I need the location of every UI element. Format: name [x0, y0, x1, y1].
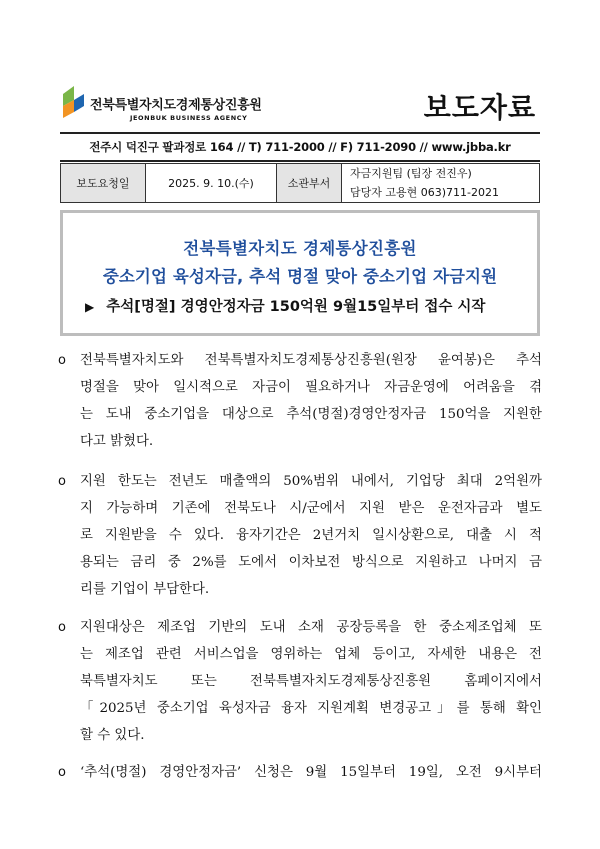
paragraph-line: 로 지원받을 수 있다. 융자기간은 2년거치 일시상환으로, 대출 시 적	[80, 528, 542, 543]
circle-bullet-icon: o	[58, 353, 66, 368]
paragraph-line: 「2025년 중소기업 육성자금 융자 지원계획 변경공고」를 통해 확인	[80, 701, 542, 716]
department-team: 자금지원팀 (팀장 전진우)	[350, 167, 472, 180]
headline-sub	[85, 295, 485, 316]
paragraph-line: 지 가능하며 기존에 전북도나 시/군에서 지원 받은 운전자금과 별도	[80, 501, 542, 516]
triangle-bullet-icon: ▶	[85, 300, 95, 314]
org-subtitle: JEONBUK BUSINESS AGENCY	[130, 114, 248, 122]
paragraph-1	[58, 347, 542, 455]
circle-bullet-icon: o	[58, 474, 66, 489]
paragraph-line: 다고 밝혔다.	[80, 434, 154, 449]
paragraph-2	[58, 468, 542, 603]
headline-sub-text: 추석[명절] 경영안정자금 150억원 9월15일부터 접수 시작	[106, 299, 486, 315]
org-name: 전북특별자치도경제통상진흥원	[90, 98, 262, 113]
paragraph-line: 용되는 금리 중 2%를 도에서 이차보전 방식으로 지원하고 나머지 금	[80, 555, 542, 570]
paragraph-4	[58, 759, 542, 786]
paragraph-line: 명절을 맞아 일시적으로 자금이 필요하거나 자금운영에 어려움을 겪	[80, 380, 542, 395]
circle-bullet-icon: o	[58, 765, 66, 780]
paragraph-line: ‘추석(명절) 경영안정자금’ 신청은 9월 15일부터 19일, 오전 9시부터	[80, 765, 542, 780]
paragraph-line: 지원대상은 제조업 기반의 도내 소재 공장등록을 한 중소제조업체 또	[80, 620, 542, 635]
request-date-label: 보도요청일	[61, 164, 146, 203]
headline-main: 중소기업 육성자금, 추석 명절 맞아 중소기업 자금지원	[102, 267, 498, 286]
paragraph-line: 북특별자치도 또는 전북특별자치도경제통상진흥원 홈페이지에서	[80, 674, 542, 689]
department-value	[342, 164, 540, 203]
paragraph-line: 할 수 있다.	[80, 728, 145, 743]
paragraph-line: 전북특별자치도와 전북특별자치도경제통상진흥원(원장 윤여봉)은 추석	[80, 353, 542, 368]
circle-bullet-icon: o	[58, 620, 66, 635]
headline-org: 전북특별자치도 경제통상진흥원	[183, 239, 417, 258]
document-header	[60, 78, 540, 128]
contact-address-bar: 전주시 덕진구 팔과정로 164 // T) 711-2000 // F) 711-2090 // www.jbba.kr	[60, 132, 540, 162]
request-date-value: 2025. 9. 10.(수)	[146, 164, 277, 203]
department-contact: 담당자 고용현 063)711-2021	[350, 186, 499, 199]
release-info-table	[60, 163, 540, 203]
department-label: 소관부서	[277, 164, 342, 203]
agency-logo-icon	[60, 80, 86, 126]
headline-box	[60, 210, 540, 336]
paragraph-3	[58, 614, 542, 749]
paragraph-line: 는 도내 중소기업을 대상으로 추석(명절)경영안정자금 150억을 지원한	[80, 407, 542, 422]
paragraph-line: 는 제조업 관련 서비스업을 영위하는 업체 등이고, 자세한 내용은 전	[80, 647, 542, 662]
paragraph-line: 리를 기업이 부담한다.	[80, 582, 210, 597]
press-release-title: 보도자료	[423, 91, 536, 124]
paragraph-line: 지원 한도는 전년도 매출액의 50%범위 내에서, 기업당 최대 2억원까	[80, 474, 542, 489]
